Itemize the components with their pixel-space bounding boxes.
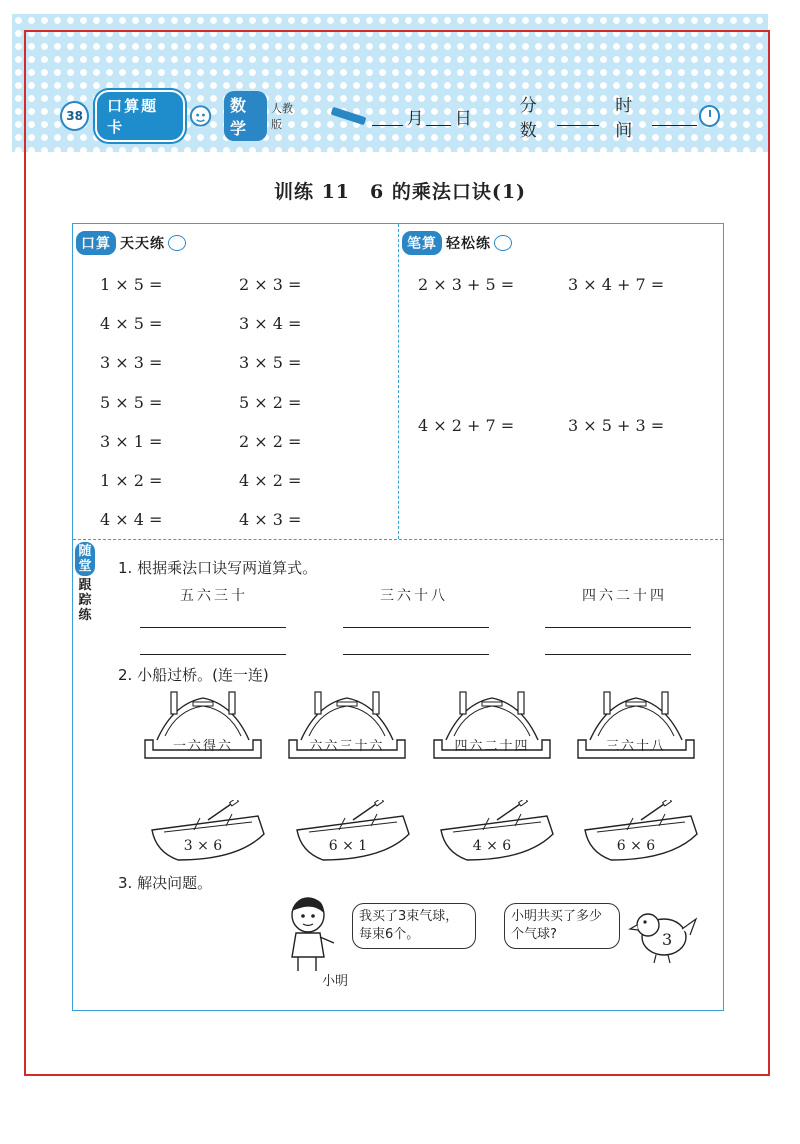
oral-tag-text: 天天练 <box>120 236 165 252</box>
time-blank[interactable] <box>652 107 696 126</box>
answer-line[interactable] <box>545 654 691 655</box>
pencil-icon <box>331 107 367 125</box>
page-number: 38 <box>60 101 89 131</box>
time-label: 时间 <box>615 96 633 141</box>
month-label: 月 <box>406 108 424 129</box>
answer-line[interactable] <box>545 627 691 628</box>
oral-equation[interactable]: 2 × 2 = <box>239 432 302 451</box>
oral-equation[interactable]: 4 × 2 = <box>239 471 302 490</box>
smile-icon <box>168 235 186 251</box>
oral-equation[interactable]: 1 × 5 = <box>100 275 163 294</box>
boat-icon[interactable] <box>148 800 268 864</box>
follow-tag-chip: 随堂 <box>75 542 95 576</box>
page-title: 训练 11 6 的乘法口诀(1) <box>273 181 527 203</box>
oral-equation[interactable]: 3 × 4 = <box>239 314 302 333</box>
follow-section-tag <box>74 542 96 623</box>
oral-equation[interactable]: 5 × 5 = <box>100 393 163 412</box>
question-2: 2. 小船过桥。(连一连) <box>118 666 269 684</box>
speech-bubble-boy: 我买了3束气球，每束6个。 <box>352 903 476 949</box>
answer-line[interactable] <box>343 654 489 655</box>
oral-equation[interactable]: 4 × 5 = <box>100 314 163 333</box>
oral-equation[interactable]: 3 × 5 = <box>239 353 302 372</box>
bridge-label: 四六二十四 <box>454 739 530 754</box>
oral-section-tag <box>76 231 186 255</box>
oral-equation[interactable]: 1 × 2 = <box>100 471 163 490</box>
question-1: 1. 根据乘法口诀写两道算式。 <box>118 559 318 577</box>
boat-label: 3 × 6 <box>183 838 223 854</box>
score-label: 分数 <box>519 96 537 141</box>
oral-equation[interactable]: 4 × 3 = <box>239 510 302 529</box>
oral-equation[interactable]: 4 × 4 = <box>100 510 163 529</box>
edition-label: 人教版 <box>270 102 293 131</box>
question-3: 3. 解决问题。 <box>118 874 213 892</box>
written-tag-chip: 笔算 <box>402 231 442 255</box>
boy-icon <box>282 895 338 973</box>
boat-label: 4 × 6 <box>472 838 512 854</box>
follow-tag-text: 跟踪练 <box>78 578 92 623</box>
subject-label: 数学 <box>224 91 267 141</box>
mascot-icon <box>187 103 214 129</box>
written-tag-text: 轻松练 <box>446 236 491 252</box>
bridge-label: 一六得六 <box>172 739 233 754</box>
day-blank[interactable] <box>426 107 451 126</box>
score-blank[interactable] <box>557 107 600 126</box>
written-equation[interactable]: 3 × 5 + 3 = <box>568 416 665 435</box>
oral-equation[interactable]: 3 × 1 = <box>100 432 163 451</box>
speech-bubble-bird: 小明共买了多少个气球? <box>504 903 620 949</box>
bridge-label: 六六三十六 <box>309 739 385 754</box>
written-section-tag <box>402 231 512 255</box>
rhyme: 三六十八 <box>380 588 448 604</box>
rhyme: 五六三十 <box>180 588 248 604</box>
written-equation[interactable]: 3 × 4 + 7 = <box>568 275 665 294</box>
bridge-label: 三六十八 <box>605 739 666 754</box>
clock-icon <box>699 105 720 127</box>
header-row <box>60 96 720 141</box>
brand-badge: 口算题卡 <box>95 90 185 142</box>
oral-equation[interactable]: 3 × 3 = <box>100 353 163 372</box>
section-divider-horizontal <box>73 539 723 540</box>
boat-label: 6 × 1 <box>328 838 368 854</box>
day-label: 日 <box>454 108 472 129</box>
boat-label: 6 × 6 <box>616 838 656 854</box>
oral-tag-chip: 口算 <box>76 231 116 255</box>
boat-icon[interactable] <box>581 800 701 864</box>
boat-icon[interactable] <box>293 800 413 864</box>
section-divider-vertical <box>398 224 399 539</box>
smile-icon <box>494 235 512 251</box>
boy-name: 小明 <box>322 974 349 989</box>
boat-icon[interactable] <box>437 800 557 864</box>
answer-line[interactable] <box>140 627 286 628</box>
oral-equation[interactable]: 2 × 3 = <box>239 275 302 294</box>
bird-icon <box>626 905 698 965</box>
answer-line[interactable] <box>140 654 286 655</box>
written-equation[interactable]: 2 × 3 + 5 = <box>418 275 515 294</box>
bird-number: 3 <box>662 930 673 949</box>
written-equation[interactable]: 4 × 2 + 7 = <box>418 416 515 435</box>
rhyme: 四六二十四 <box>582 588 667 604</box>
month-blank[interactable] <box>372 107 403 126</box>
oral-equation[interactable]: 5 × 2 = <box>239 393 302 412</box>
answer-line[interactable] <box>343 627 489 628</box>
